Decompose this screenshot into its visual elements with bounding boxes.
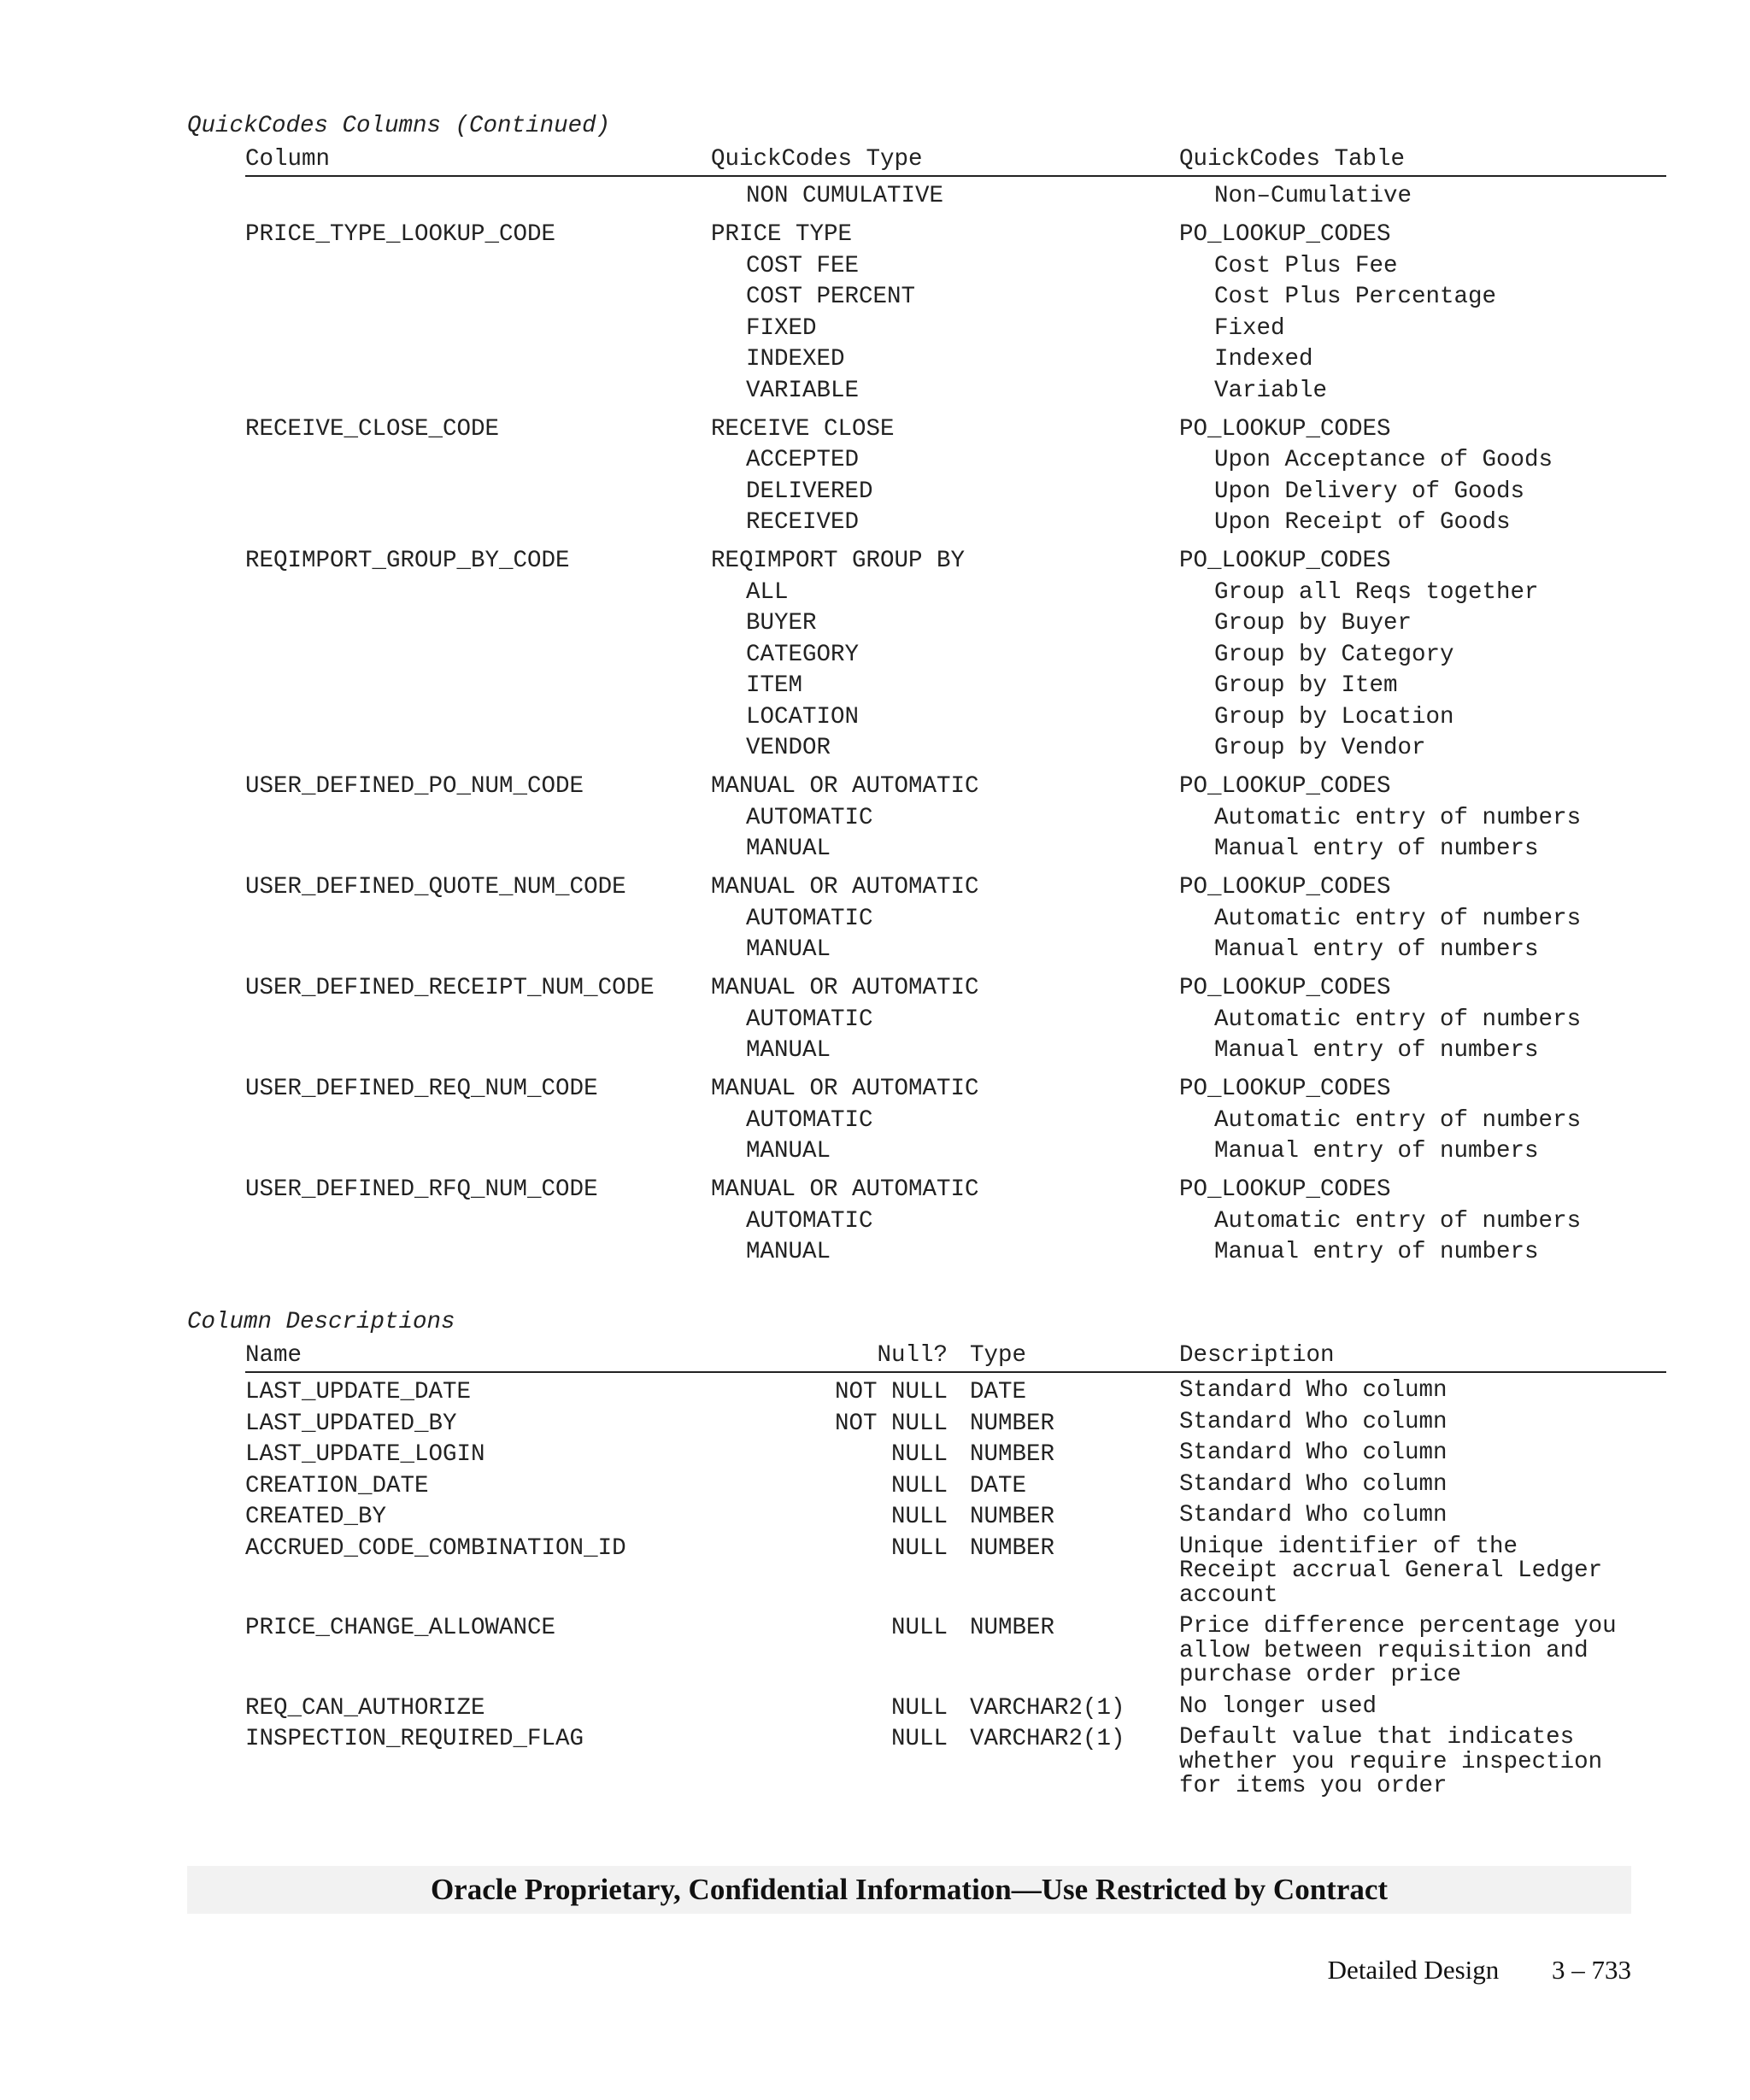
column-description: Standard Who column [1179, 1502, 1448, 1528]
lookup-meaning: Upon Delivery of Goods [1214, 478, 1525, 505]
quickcodes-table: PO_LOOKUP_CODES [1179, 874, 1391, 900]
lookup-meaning: Fixed [1214, 314, 1285, 342]
list-item [0, 805, 1750, 836]
column-name: LAST_UPDATE_DATE [245, 1379, 472, 1405]
data-type: DATE [970, 1472, 1027, 1499]
list-item [0, 906, 1750, 937]
column-description: Standard Who column [1179, 1408, 1448, 1435]
table-row [0, 1176, 1750, 1208]
column-name: PRICE_TYPE_LOOKUP_CODE [245, 221, 556, 248]
quickcodes-table: PO_LOOKUP_CODES [1179, 975, 1391, 1001]
column-name: USER_DEFINED_REQ_NUM_CODE [245, 1076, 598, 1102]
header-type: Type [970, 1342, 1027, 1369]
data-type: VARCHAR2(1) [970, 1694, 1125, 1722]
table-row [0, 221, 1750, 253]
quickcodes-table: PO_LOOKUP_CODES [1179, 415, 1391, 443]
lookup-meaning: Manual entry of numbers [1214, 1239, 1539, 1265]
list-item [0, 478, 1750, 510]
lookup-code: CATEGORY [746, 641, 860, 668]
lookup-code: MANUAL [746, 1138, 831, 1164]
column-name: USER_DEFINED_PO_NUM_CODE [245, 773, 584, 800]
lookup-meaning: Group by Buyer [1214, 610, 1412, 636]
list-item [0, 936, 1750, 968]
quickcodes-table-header [245, 144, 1666, 177]
table-row [0, 874, 1750, 906]
quickcodes-table: PO_LOOKUP_CODES [1179, 548, 1391, 574]
lookup-code: MANUAL [746, 1239, 831, 1265]
lookup-meaning: Group by Item [1214, 672, 1398, 699]
list-item [0, 183, 1750, 214]
null-constraint: NULL [890, 1615, 948, 1641]
list-item [0, 1006, 1750, 1038]
lookup-code: AUTOMATIC [746, 804, 873, 831]
data-type: NUMBER [970, 1615, 1055, 1641]
column-descriptions-title: Column Descriptions [187, 1309, 455, 1335]
lookup-meaning: Automatic entry of numbers [1214, 804, 1582, 831]
null-constraint: NULL [890, 1441, 948, 1468]
data-type: NUMBER [970, 1441, 1055, 1468]
column-name: USER_DEFINED_RECEIPT_NUM_CODE [245, 975, 655, 1001]
column-description: Unique identifier of the Receipt accrual General Ledger account [1179, 1533, 1603, 1609]
column-name: REQ_CAN_AUTHORIZE [245, 1694, 485, 1722]
column-description: No longer used [1179, 1692, 1377, 1720]
column-description: Standard Who column [1179, 1440, 1448, 1466]
quickcodes-table: PO_LOOKUP_CODES [1179, 1176, 1391, 1203]
lookup-meaning: Manual entry of numbers [1214, 836, 1539, 862]
list-item [0, 284, 1750, 315]
list-item [0, 509, 1750, 541]
lookup-code: AUTOMATIC [746, 905, 873, 932]
quickcodes-table: PO_LOOKUP_CODES [1179, 1076, 1391, 1102]
column-name: ACCRUED_CODE_COMBINATION_ID [245, 1534, 626, 1562]
list-item [0, 447, 1750, 478]
list-item [0, 672, 1750, 704]
data-type: DATE [970, 1379, 1027, 1405]
quickcodes-type: MANUAL OR AUTOMATIC [711, 975, 979, 1001]
column-description: Price difference percentage you allow between requisition and purchase order price [1179, 1613, 1617, 1688]
section-name: Detailed Design [1327, 1955, 1500, 1985]
null-constraint: NULL [890, 1534, 948, 1562]
quickcodes-type: MANUAL OR AUTOMATIC [711, 1076, 979, 1102]
null-constraint: NOT NULL [834, 1410, 948, 1437]
lookup-meaning: Upon Receipt of Goods [1214, 509, 1511, 536]
header-description: Description [1179, 1342, 1335, 1369]
data-type: NUMBER [970, 1410, 1055, 1437]
column-name: LAST_UPDATE_LOGIN [245, 1441, 485, 1468]
column-name: CREATED_BY [245, 1504, 387, 1530]
column-name: RECEIVE_CLOSE_CODE [245, 415, 500, 443]
lookup-code: ACCEPTED [746, 447, 860, 473]
header-name: Name [245, 1342, 302, 1369]
lookup-code: AUTOMATIC [746, 1006, 873, 1033]
lookup-meaning: Manual entry of numbers [1214, 1037, 1539, 1064]
header-quickcodes-table: QuickCodes Table [1179, 146, 1406, 173]
column-name: PRICE_CHANGE_ALLOWANCE [245, 1615, 556, 1641]
lookup-meaning: Indexed [1214, 346, 1313, 372]
list-item [0, 735, 1750, 766]
column-name: REQIMPORT_GROUP_BY_CODE [245, 548, 570, 574]
lookup-meaning: Cost Plus Fee [1214, 252, 1398, 279]
column-name: USER_DEFINED_RFQ_NUM_CODE [245, 1176, 598, 1203]
list-item [0, 1107, 1750, 1139]
quickcodes-type: MANUAL OR AUTOMATIC [711, 874, 979, 900]
column-descriptions-header [245, 1340, 1666, 1373]
lookup-code: RECEIVED [746, 509, 860, 536]
page-number: 3 – 733 [1552, 1955, 1631, 1985]
lookup-code: MANUAL [746, 1037, 831, 1064]
quickcodes-section-title: QuickCodes Columns (Continued) [187, 113, 611, 139]
quickcodes-type: RECEIVE CLOSE [711, 415, 895, 443]
data-type: NUMBER [970, 1504, 1055, 1530]
lookup-code: ALL [746, 578, 789, 606]
table-row [0, 773, 1750, 805]
column-name: CREATION_DATE [245, 1472, 429, 1499]
column-name: LAST_UPDATED_BY [245, 1410, 457, 1437]
lookup-code: BUYER [746, 610, 817, 636]
lookup-code: VARIABLE [746, 377, 860, 404]
lookup-meaning: Group by Category [1214, 641, 1454, 668]
list-item [0, 378, 1750, 409]
null-constraint: NULL [890, 1694, 948, 1722]
data-type: NUMBER [970, 1534, 1055, 1562]
list-item [0, 253, 1750, 284]
null-constraint: NULL [890, 1472, 948, 1499]
table-row [0, 416, 1750, 448]
quickcodes-table: PO_LOOKUP_CODES [1179, 773, 1391, 800]
lookup-meaning: Group by Vendor [1214, 735, 1426, 761]
lookup-meaning: Manual entry of numbers [1214, 1138, 1539, 1164]
column-description: Standard Who column [1179, 1377, 1448, 1404]
lookup-code: INDEXED [746, 346, 845, 372]
quickcodes-table: PO_LOOKUP_CODES [1179, 221, 1391, 248]
lookup-meaning: Group by Location [1214, 703, 1454, 730]
lookup-meaning: Automatic entry of numbers [1214, 905, 1582, 932]
lookup-meaning: Automatic entry of numbers [1214, 1106, 1582, 1134]
lookup-code: LOCATION [746, 703, 860, 730]
lookup-meaning: Manual entry of numbers [1214, 936, 1539, 963]
lookup-meaning: Cost Plus Percentage [1214, 284, 1497, 310]
header-column: Column [245, 146, 331, 173]
lookup-code: AUTOMATIC [746, 1207, 873, 1235]
list-item [0, 1037, 1750, 1069]
list-item [0, 704, 1750, 736]
list-item [0, 836, 1750, 867]
lookup-code: COST PERCENT [746, 284, 916, 310]
column-description: Standard Who column [1179, 1470, 1448, 1498]
list-item [0, 346, 1750, 378]
lookup-meaning: Automatic entry of numbers [1214, 1207, 1582, 1235]
data-type: VARCHAR2(1) [970, 1726, 1125, 1752]
lookup-code: ITEM [746, 672, 803, 699]
lookup-meaning: Group all Reqs together [1214, 578, 1539, 606]
null-constraint: NULL [890, 1726, 948, 1752]
list-item [0, 1138, 1750, 1170]
list-item [0, 315, 1750, 347]
lookup-code: AUTOMATIC [746, 1106, 873, 1134]
quickcodes-type: MANUAL OR AUTOMATIC [711, 1176, 979, 1203]
list-item [0, 610, 1750, 642]
list-item [0, 642, 1750, 673]
header-null: Null? [877, 1342, 948, 1369]
table-row [0, 548, 1750, 579]
column-name: INSPECTION_REQUIRED_FLAG [245, 1726, 584, 1752]
header-quickcodes-type: QuickCodes Type [711, 146, 923, 173]
list-item [0, 579, 1750, 611]
lookup-code: VENDOR [746, 735, 831, 761]
lookup-code: FIXED [746, 314, 817, 342]
null-constraint: NOT NULL [834, 1379, 948, 1405]
lookup-meaning: Variable [1214, 377, 1328, 404]
quickcodes-type: PRICE TYPE [711, 221, 853, 248]
lookup-code: NON CUMULATIVE [746, 183, 944, 209]
table-row [0, 1076, 1750, 1107]
table-row [0, 975, 1750, 1006]
list-item [0, 1208, 1750, 1240]
lookup-meaning: Automatic entry of numbers [1214, 1006, 1582, 1033]
page-footer [1328, 1955, 1631, 1986]
lookup-code: MANUAL [746, 836, 831, 862]
lookup-meaning: Upon Acceptance of Goods [1214, 447, 1553, 473]
lookup-code: MANUAL [746, 936, 831, 963]
lookup-code: COST FEE [746, 252, 860, 279]
confidential-banner [187, 1866, 1631, 1914]
quickcodes-type: MANUAL OR AUTOMATIC [711, 773, 979, 800]
lookup-code: DELIVERED [746, 478, 873, 505]
list-item [0, 1239, 1750, 1270]
confidential-text: Oracle Proprietary, Confidential Information––Use Restricted by Contract [430, 1873, 1389, 1906]
null-constraint: NULL [890, 1504, 948, 1530]
lookup-meaning: Non–Cumulative [1214, 183, 1412, 209]
column-description: Default value that indicates whether you require inspection for items you order [1179, 1724, 1603, 1799]
column-name: USER_DEFINED_QUOTE_NUM_CODE [245, 874, 626, 900]
quickcodes-type: REQIMPORT GROUP BY [711, 548, 966, 574]
